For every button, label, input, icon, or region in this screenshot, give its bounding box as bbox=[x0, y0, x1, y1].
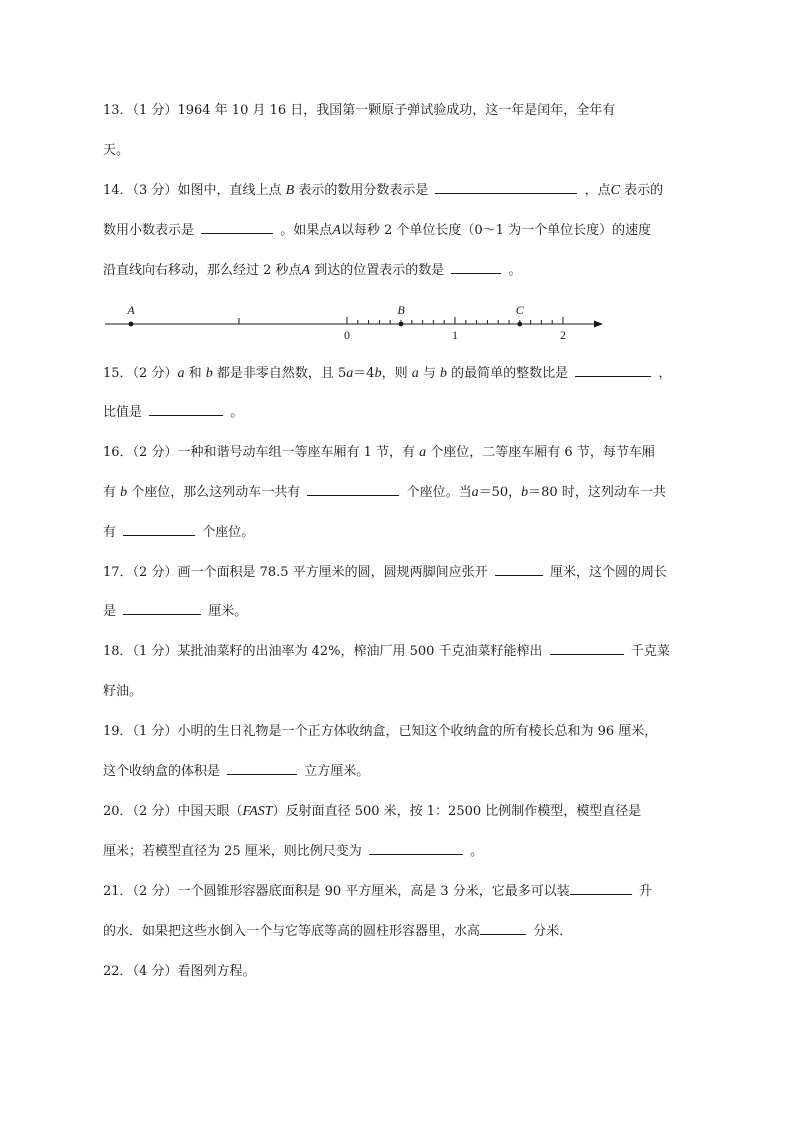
question-number: 18．（1 分） bbox=[103, 644, 178, 659]
question-number: 13．（1 分） bbox=[103, 103, 178, 118]
question-text: 。 bbox=[470, 844, 484, 859]
question-text: 到达的位置表示的数是 bbox=[314, 263, 445, 278]
question-text: 是 bbox=[103, 604, 117, 619]
question-16-line-1 bbox=[103, 443, 655, 463]
question-text: 中国天眼（ bbox=[177, 804, 243, 819]
question-text: 画一个面积是 78.5 平方厘米的圆，圆规两脚间应张开 bbox=[177, 565, 488, 580]
answer-blank[interactable] bbox=[227, 762, 297, 775]
number-line-tick-labels bbox=[344, 328, 566, 342]
question-text: 一种和谐号动车组一等座车厢有 1 节，有 bbox=[177, 445, 415, 460]
number-line-point-label: B bbox=[397, 303, 405, 317]
number-line-tick-label: 0 bbox=[344, 328, 350, 342]
number-line-point bbox=[517, 322, 522, 327]
variable: A bbox=[301, 263, 311, 278]
question-18-line-2 bbox=[103, 682, 142, 702]
question-text: 都是非零自然数，且 5 bbox=[216, 366, 347, 381]
number-line-tick-label: 2 bbox=[560, 328, 566, 342]
answer-blank[interactable] bbox=[123, 523, 195, 536]
question-19-line-2 bbox=[103, 762, 369, 782]
answer-blank[interactable] bbox=[570, 882, 632, 895]
answer-blank[interactable] bbox=[575, 364, 651, 377]
question-16-line-3 bbox=[103, 523, 254, 543]
question-text: 。如果点 bbox=[280, 223, 333, 238]
variable: a bbox=[346, 366, 354, 381]
question-text: 的水．如果把这些水倒入一个与它等底等高的圆柱形容器里，水高 bbox=[103, 924, 481, 939]
variable: a bbox=[471, 485, 479, 500]
answer-blank[interactable] bbox=[307, 483, 399, 496]
question-text: 厘米；若模型直径为 25 厘米，则比例尺变为 bbox=[103, 844, 362, 859]
question-text: ）反射面直径 500 米，按 1：2500 比例制作模型，模型直径是 bbox=[272, 804, 642, 819]
question-text: ，点 bbox=[584, 183, 611, 198]
question-text: ＝50， bbox=[478, 485, 522, 500]
question-text: 表示的 bbox=[624, 183, 664, 198]
question-text: 。 bbox=[230, 405, 244, 420]
question-text: 。 bbox=[508, 263, 522, 278]
question-22-line-1 bbox=[103, 962, 255, 982]
answer-blank[interactable] bbox=[495, 563, 543, 576]
number-line-point bbox=[399, 322, 404, 327]
question-text: 某批油菜籽的出油率为 42%，榨油厂用 500 千克油菜籽能榨出 bbox=[177, 644, 543, 659]
question-text: 数用小数表示是 bbox=[103, 223, 195, 238]
question-14-line-3 bbox=[103, 261, 522, 281]
question-number: 19．（1 分） bbox=[103, 724, 178, 739]
question-20-line-1 bbox=[103, 802, 641, 822]
variable: b bbox=[521, 485, 529, 500]
answer-blank[interactable] bbox=[123, 602, 201, 615]
question-text: 有 bbox=[103, 485, 117, 500]
answer-blank[interactable] bbox=[149, 403, 223, 416]
question-13-line-2 bbox=[103, 141, 129, 161]
question-text: 个座位，那么这列动车一共有 bbox=[131, 485, 301, 500]
variable: C bbox=[610, 183, 620, 198]
question-number: 20．（2 分） bbox=[103, 804, 178, 819]
number-line-figure bbox=[100, 300, 610, 345]
variable: B bbox=[285, 183, 295, 198]
question-text: ＝80 时，这列动车一共 bbox=[528, 485, 666, 500]
question-text: 比值是 bbox=[103, 405, 143, 420]
question-text: ， bbox=[658, 366, 672, 381]
question-number: 15．（2 分） bbox=[103, 366, 178, 381]
question-21-line-1 bbox=[103, 882, 652, 902]
variable: b bbox=[440, 366, 448, 381]
question-number: 16．（2 分） bbox=[103, 445, 178, 460]
question-text: 小明的生日礼物是一个正方体收纳盒，已知这个收纳盒的所有棱长总和为 96 厘米， bbox=[177, 724, 658, 739]
question-text: 的最简单的整数比是 bbox=[451, 366, 569, 381]
variable: b bbox=[205, 366, 213, 381]
question-number: 17．（2 分） bbox=[103, 565, 178, 580]
question-text: 1964 年 10 月 16 日，我国第一颗原子弹试验成功，这一年是闰年，全年有 bbox=[177, 103, 616, 118]
question-text: ＝4 bbox=[353, 366, 375, 381]
variable: a bbox=[411, 366, 419, 381]
question-16-line-2 bbox=[103, 483, 666, 503]
question-13-line-1 bbox=[103, 101, 615, 121]
question-text: 籽油。 bbox=[103, 684, 143, 699]
question-text: 看图列方程。 bbox=[177, 964, 256, 979]
question-text: 和 bbox=[188, 366, 202, 381]
question-number: 21．（2 分） bbox=[103, 884, 178, 899]
question-text: 与 bbox=[422, 366, 436, 381]
question-text: 千克菜 bbox=[630, 644, 670, 659]
question-text: 个座位。当 bbox=[406, 485, 472, 500]
answer-blank[interactable] bbox=[550, 642, 624, 655]
question-14-line-2 bbox=[103, 221, 651, 241]
question-number: 22．（4 分） bbox=[103, 964, 178, 979]
question-20-line-2 bbox=[103, 842, 483, 862]
question-text: 厘米，这个圆的周长 bbox=[549, 565, 667, 580]
answer-blank[interactable] bbox=[435, 181, 577, 194]
question-text: 个座位，二等座车厢有 6 节，每节车厢 bbox=[430, 445, 655, 460]
question-text: 如图中，直线上点 bbox=[177, 183, 282, 198]
question-21-line-2 bbox=[103, 922, 572, 942]
answer-blank[interactable] bbox=[480, 922, 526, 935]
number-line-tick-label: 1 bbox=[452, 328, 458, 342]
question-text: 立方厘米。 bbox=[304, 764, 370, 779]
variable: A bbox=[332, 223, 341, 238]
variable: a bbox=[419, 445, 427, 460]
question-text: 沿直线向右移动，那么经过 2 秒点 bbox=[103, 263, 302, 278]
question-text: 有 bbox=[103, 525, 117, 540]
number-line-point-label: C bbox=[515, 303, 524, 317]
question-17-line-2 bbox=[103, 602, 247, 622]
question-text: 升 bbox=[638, 884, 652, 899]
number-line-arrow-icon bbox=[594, 321, 603, 328]
question-text: 厘米。 bbox=[208, 604, 248, 619]
question-text: 天。 bbox=[103, 143, 130, 158]
question-number: 14．（3 分） bbox=[103, 183, 178, 198]
question-19-line-1 bbox=[103, 722, 657, 742]
question-text: ，则 bbox=[381, 366, 408, 381]
number-line-point bbox=[129, 322, 134, 327]
variable: b bbox=[374, 366, 382, 381]
answer-blank[interactable] bbox=[451, 261, 501, 274]
question-text: 这个收纳盒的体积是 bbox=[103, 764, 221, 779]
question-14-line-1 bbox=[103, 181, 663, 201]
question-15-line-2 bbox=[103, 403, 243, 423]
number-line-points bbox=[126, 303, 524, 326]
variable: a bbox=[177, 366, 185, 381]
question-17-line-1 bbox=[103, 563, 667, 583]
question-text: 以每秒 2 个单位长度（0～1 为一个单位长度）的速度 bbox=[340, 223, 652, 238]
question-text: 分米． bbox=[533, 924, 573, 939]
answer-blank[interactable] bbox=[201, 221, 273, 234]
number-line-point-label: A bbox=[127, 303, 135, 317]
answer-blank[interactable] bbox=[369, 842, 463, 855]
question-text: 表示的数用分数表示是 bbox=[298, 183, 429, 198]
question-text: 个座位。 bbox=[202, 525, 255, 540]
variable: FAST bbox=[242, 804, 273, 819]
question-18-line-1 bbox=[103, 642, 670, 662]
variable: b bbox=[120, 485, 128, 500]
question-15-line-1 bbox=[103, 364, 671, 384]
question-text: 一个圆锥形容器底面积是 90 平方厘米，高是 3 分米，它最多可以装 bbox=[177, 884, 570, 899]
